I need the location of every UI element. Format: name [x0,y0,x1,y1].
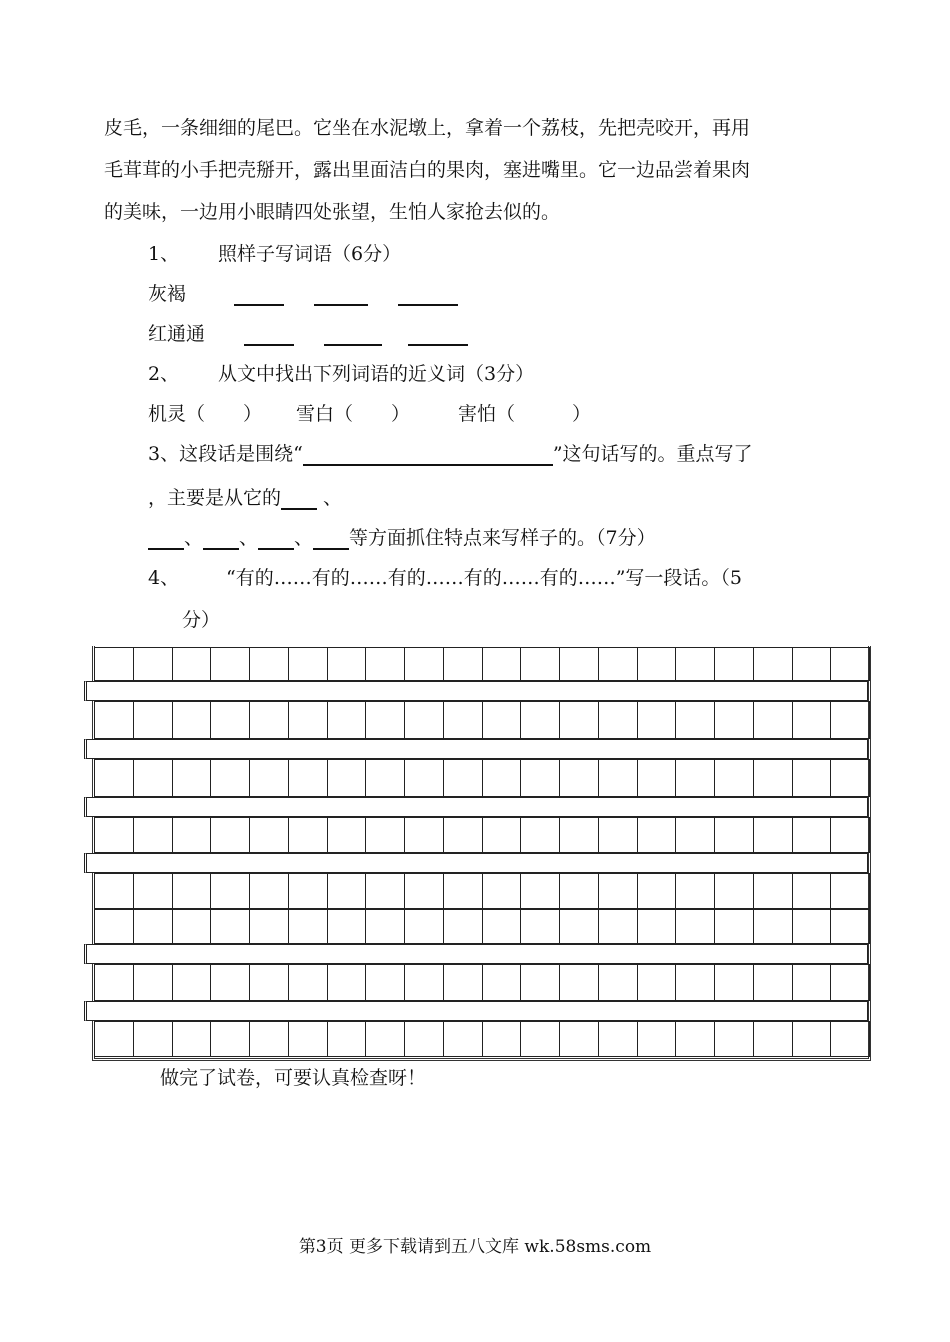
grid-cell[interactable] [172,1021,211,1057]
grid-cell[interactable] [172,817,211,853]
grid-cell[interactable] [443,873,482,909]
grid-cell[interactable] [404,909,443,944]
grid-cell[interactable] [637,873,676,909]
q2-item-2: 雪白（ ） [296,403,411,425]
grid-cell[interactable] [675,759,714,797]
grid-cell[interactable] [443,909,482,944]
grid-cell[interactable] [753,817,792,853]
grid-cell[interactable] [830,964,870,1001]
page-footer: 第3页 更多下载请到五八文库 wk.58sms.com [298,1237,652,1257]
grid-cell[interactable] [249,701,288,739]
grid-cell[interactable] [559,909,598,944]
grid-cell[interactable] [404,964,443,1001]
grid-cell[interactable] [365,909,404,944]
grid-cell[interactable] [714,909,753,944]
grid-cell[interactable] [714,964,753,1001]
q3-blank-4[interactable] [258,528,294,550]
grid-cell[interactable] [598,701,637,739]
grid-cell[interactable] [830,909,870,944]
grid-cell[interactable] [559,964,598,1001]
grid-cell[interactable] [675,909,714,944]
grid-cell[interactable] [598,759,637,797]
grid-cell[interactable] [520,817,559,853]
grid-cell[interactable] [210,909,249,944]
grid-cell[interactable] [792,817,831,853]
grid-cell[interactable] [94,964,133,1001]
grid-cell[interactable] [288,701,327,739]
grid-cell[interactable] [210,873,249,909]
grid-cell[interactable] [443,647,482,681]
grid-cell[interactable] [327,647,366,681]
q3-blank-5[interactable] [313,528,349,550]
grid-cell[interactable] [482,873,521,909]
grid-spacer [84,1001,868,1021]
grid-cell[interactable] [94,759,133,797]
grid-cell[interactable] [365,701,404,739]
grid-cell[interactable] [94,873,133,909]
grid-cell[interactable] [133,873,172,909]
grid-cell[interactable] [520,873,559,909]
grid-cell[interactable] [443,1021,482,1057]
q1-blanks-1[interactable] [234,282,458,306]
q3-line-1: 3、这段话是围绕“ ”这句话写的。重点写了 [148,443,753,465]
grid-cell[interactable] [133,964,172,1001]
grid-cell[interactable] [792,964,831,1001]
q1-blanks-2[interactable] [244,322,468,346]
grid-cell[interactable] [637,909,676,944]
grid-row[interactable] [94,701,870,739]
q2-number: 2、 [148,363,180,385]
grid-cell[interactable] [637,701,676,739]
grid-cell[interactable] [792,1021,831,1057]
grid-cell[interactable] [404,817,443,853]
q3-line-3: 、 、 、 等方面抓住特点来写样子的。（7分） [148,526,656,550]
grid-cell[interactable] [559,1021,598,1057]
grid-cell[interactable] [482,909,521,944]
q1-word-2: 红通通 [148,323,206,345]
grid-cell[interactable] [133,759,172,797]
grid-cell[interactable] [443,759,482,797]
closing-note: 做完了试卷，可要认真检查呀！ [160,1067,427,1089]
grid-spacer [84,681,868,701]
grid-cell[interactable] [249,964,288,1001]
grid-cell[interactable] [249,1021,288,1057]
grid-cell[interactable] [443,701,482,739]
q3-blank-2[interactable] [148,528,184,550]
grid-cell[interactable] [714,873,753,909]
grid-spacer [84,797,868,817]
grid-cell[interactable] [792,759,831,797]
grid-cell[interactable] [520,964,559,1001]
grid-cell[interactable] [675,647,714,681]
grid-cell[interactable] [94,909,133,944]
grid-cell[interactable] [520,759,559,797]
grid-cell[interactable] [327,1021,366,1057]
grid-cell[interactable] [559,759,598,797]
q2-item-3: 害怕（ ） [458,403,592,425]
q1-prompt: 照样子写词语（6分） [218,243,402,265]
q4-number: 4、 [148,567,180,589]
grid-cell[interactable] [830,759,870,797]
grid-cell[interactable] [714,701,753,739]
grid-cell[interactable] [365,759,404,797]
q3-blank-1[interactable] [281,488,317,510]
grid-cell[interactable] [327,873,366,909]
grid-cell[interactable] [830,1021,870,1057]
grid-cell[interactable] [598,1021,637,1057]
passage-line-3: 的美味，一边用小眼睛四处张望，生怕人家抢去似的。 [104,201,561,223]
grid-cell[interactable] [637,759,676,797]
grid-cell[interactable] [288,647,327,681]
grid-cell[interactable] [365,817,404,853]
grid-cell[interactable] [714,759,753,797]
grid-cell[interactable] [714,817,753,853]
grid-cell[interactable] [133,817,172,853]
grid-cell[interactable] [288,873,327,909]
grid-cell[interactable] [172,873,211,909]
grid-spacer [84,944,868,964]
grid-cell[interactable] [792,909,831,944]
grid-cell[interactable] [210,647,249,681]
grid-cell[interactable] [249,817,288,853]
q2-item-1: 机灵（ ） [148,403,263,425]
grid-cell[interactable] [559,701,598,739]
grid-row[interactable] [94,817,870,853]
grid-cell[interactable] [559,647,598,681]
grid-cell[interactable] [172,647,211,681]
grid-cell[interactable] [404,1021,443,1057]
grid-cell[interactable] [792,873,831,909]
grid-cell[interactable] [210,759,249,797]
grid-cell[interactable] [249,759,288,797]
grid-cell[interactable] [210,817,249,853]
grid-cell[interactable] [365,1021,404,1057]
grid-cell[interactable] [482,647,521,681]
grid-cell[interactable] [559,817,598,853]
grid-cell[interactable] [404,759,443,797]
grid-row[interactable] [94,1021,870,1057]
grid-cell[interactable] [675,964,714,1001]
grid-cell[interactable] [365,964,404,1001]
grid-cell[interactable] [327,964,366,1001]
grid-cell[interactable] [288,1021,327,1057]
grid-spacer [84,853,868,873]
grid-cell[interactable] [637,964,676,1001]
grid-cell[interactable] [753,873,792,909]
grid-cell[interactable] [133,909,172,944]
q1-word-1: 灰褐 [148,283,187,305]
grid-cell[interactable] [675,701,714,739]
grid-row[interactable] [94,647,870,681]
grid-cell[interactable] [404,873,443,909]
grid-cell[interactable] [482,1021,521,1057]
grid-cell[interactable] [482,964,521,1001]
grid-cell[interactable] [94,1021,133,1057]
grid-cell[interactable] [559,873,598,909]
grid-cell[interactable] [830,817,870,853]
q4-prompt: “有的……有的……有的……有的……有的……”写一段话。（5 [226,567,743,589]
grid-spacer [84,739,868,759]
grid-cell[interactable] [327,817,366,853]
q2-prompt: 从文中找出下列词语的近义词（3分） [218,363,535,385]
grid-cell[interactable] [520,701,559,739]
grid-cell[interactable] [288,964,327,1001]
grid-cell[interactable] [94,817,133,853]
grid-cell[interactable] [598,873,637,909]
grid-cell[interactable] [830,701,870,739]
q1-number: 1、 [148,243,180,265]
grid-cell[interactable] [443,964,482,1001]
grid-cell[interactable] [598,909,637,944]
grid-cell[interactable] [365,647,404,681]
grid-cell[interactable] [482,817,521,853]
grid-cell[interactable] [249,873,288,909]
grid-cell[interactable] [172,964,211,1001]
grid-cell[interactable] [792,647,831,681]
grid-cell[interactable] [249,647,288,681]
grid-cell[interactable] [675,1021,714,1057]
grid-cell[interactable] [210,701,249,739]
grid-cell[interactable] [520,909,559,944]
passage-line-1: 皮毛，一条细细的尾巴。它坐在水泥墩上，拿着一个荔枝，先把壳咬开，再用 [104,117,751,139]
grid-cell[interactable] [94,647,133,681]
grid-cell[interactable] [830,647,870,681]
grid-cell[interactable] [675,873,714,909]
grid-cell[interactable] [288,759,327,797]
grid-cell[interactable] [482,701,521,739]
grid-cell[interactable] [210,964,249,1001]
q3-blank-main[interactable] [303,444,553,466]
grid-cell[interactable] [94,701,133,739]
grid-cell[interactable] [598,647,637,681]
grid-cell[interactable] [830,873,870,909]
grid-cell[interactable] [327,701,366,739]
grid-cell[interactable] [133,647,172,681]
grid-cell[interactable] [404,647,443,681]
grid-cell[interactable] [288,909,327,944]
grid-cell[interactable] [365,873,404,909]
grid-cell[interactable] [753,1021,792,1057]
grid-cell[interactable] [327,759,366,797]
grid-cell[interactable] [133,1021,172,1057]
q3-blank-3[interactable] [203,528,239,550]
grid-row[interactable] [94,873,870,909]
grid-cell[interactable] [482,759,521,797]
grid-cell[interactable] [753,647,792,681]
passage-line-2: 毛茸茸的小手把壳掰开，露出里面洁白的果肉，塞进嘴里。它一边品尝着果肉 [104,159,751,181]
grid-cell[interactable] [520,1021,559,1057]
grid-cell[interactable] [520,647,559,681]
grid-cell[interactable] [792,701,831,739]
grid-cell[interactable] [172,759,211,797]
grid-cell[interactable] [675,817,714,853]
grid-cell[interactable] [210,1021,249,1057]
grid-cell[interactable] [598,817,637,853]
grid-cell[interactable] [133,701,172,739]
grid-cell[interactable] [288,817,327,853]
grid-cell[interactable] [172,909,211,944]
q3-line-2: ，主要是从它的 、 [148,487,343,509]
grid-cell[interactable] [753,759,792,797]
grid-cell[interactable] [637,1021,676,1057]
grid-cell[interactable] [714,647,753,681]
grid-cell[interactable] [443,817,482,853]
grid-cell[interactable] [637,817,676,853]
grid-cell[interactable] [714,1021,753,1057]
grid-cell[interactable] [598,964,637,1001]
grid-cell[interactable] [404,701,443,739]
grid-cell[interactable] [753,701,792,739]
grid-row[interactable] [94,964,870,1001]
grid-cell[interactable] [753,909,792,944]
grid-row[interactable] [94,909,870,944]
grid-cell[interactable] [637,647,676,681]
grid-cell[interactable] [327,909,366,944]
grid-row[interactable] [94,759,870,797]
grid-cell[interactable] [172,701,211,739]
grid-cell[interactable] [753,964,792,1001]
q4-prompt-cont: 分） [182,609,221,631]
grid-cell[interactable] [249,909,288,944]
